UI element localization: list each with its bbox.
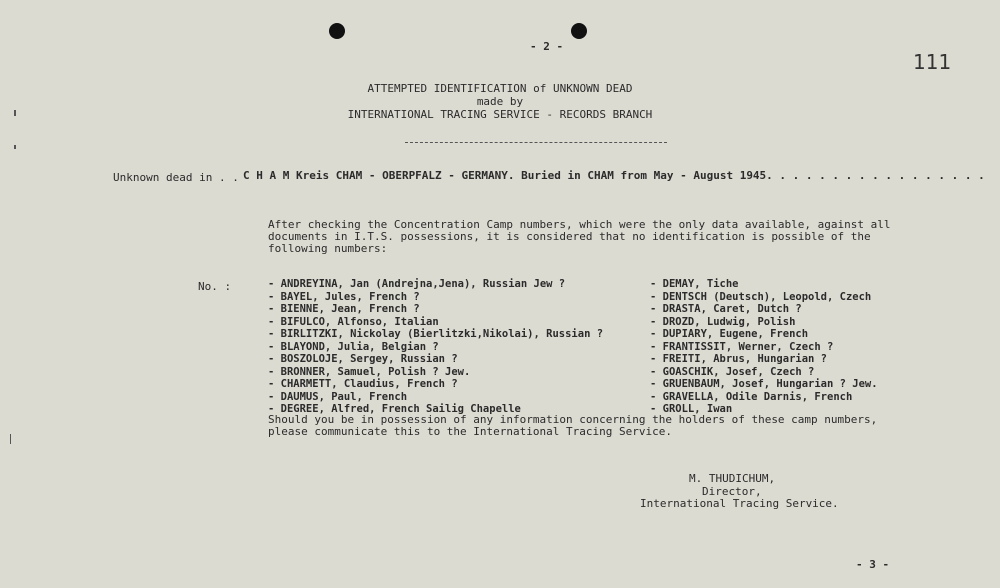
list-item: - FRANTISSIT, Werner, Czech ?	[650, 340, 834, 353]
footer-page-marker: - 3 -	[856, 558, 890, 571]
closing-line-1: Should you be in possession of any information concerning the holders of these camp numbers,	[268, 413, 878, 426]
list-item: - BIENNE, Jean, French ?	[268, 303, 420, 315]
top-page-marker: - 2 -	[530, 40, 564, 53]
list-item: - FREITI, Abrus, Hungarian ?	[650, 353, 828, 365]
title-line-3: INTERNATIONAL TRACING SERVICE - RECORDS BRANCH	[347, 108, 653, 121]
separator-rule	[405, 142, 667, 143]
list-item: - ANDREYINA, Jan (Andrejna,Jena), Russian Jew ?	[268, 278, 566, 290]
list-item: - DRASTA, Caret, Dutch ?	[650, 303, 802, 315]
list-item: - BAYEL, Jules, French ?	[268, 290, 420, 303]
list-item: - DEMAY, Tiche	[650, 278, 739, 290]
list-item: - GOASCHIK, Josef, Czech ?	[650, 365, 815, 378]
title-line-2: made by	[476, 95, 524, 108]
intro-line-3: following numbers:	[268, 242, 388, 255]
punch-hole-left	[329, 23, 345, 39]
signature-name: M. THUDICHUM,	[689, 472, 776, 485]
list-item: - CHARMETT, Claudius, French ?	[268, 378, 458, 390]
punch-hole-right	[571, 23, 587, 39]
title-line-1: ATTEMPTED IDENTIFICATION of UNKNOWN DEAD	[367, 82, 633, 95]
list-item: - GRUENBAUM, Josef, Hungarian ? Jew.	[650, 378, 878, 390]
signature-org: International Tracing Service.	[640, 497, 839, 510]
list-item: - GRAVELLA, Odile Darnis, French	[650, 390, 853, 403]
edge-mark	[14, 110, 16, 116]
numbers-label: No. :	[198, 280, 232, 293]
list-item: - BLAYOND, Julia, Belgian ?	[268, 340, 439, 353]
names-list-right	[650, 278, 878, 416]
list-item: - BIRLITZKI, Nickolay (Bierlitzki,Nikolai), Russian ?	[268, 328, 604, 340]
list-item: - GROLL, Iwan	[650, 403, 733, 415]
list-item: - DROZD, Ludwig, Polish	[650, 315, 796, 328]
list-item: - BIFULCO, Alfonso, Italian	[268, 315, 439, 328]
list-item: - DEGREE, Alfred, French Sailig Chapelle	[268, 403, 521, 415]
unknown-dead-label: Unknown dead in . .	[113, 171, 239, 184]
intro-line-2: documents in I.T.S. possessions, it is considered that no identification is possible of the	[268, 230, 871, 243]
edge-mark	[14, 145, 16, 149]
list-item: - DENTSCH (Deutsch), Leopold, Czech	[650, 290, 872, 303]
signature-title: Director,	[702, 485, 762, 498]
page-number: 111	[913, 50, 952, 74]
list-item: - DUPIARY, Eugene, French	[650, 328, 809, 340]
edge-mark	[10, 434, 11, 444]
closing-line-2: please communicate this to the International Tracing Service.	[268, 425, 672, 438]
list-item: - DAUMUS, Paul, French	[268, 390, 408, 403]
unknown-dead-value: C H A M Kreis CHAM - OBERPFALZ - GERMANY. Buried in CHAM from May - August 1945. . . . . . . . . . . . . . . . .	[243, 169, 985, 182]
list-item: - BRONNER, Samuel, Polish ? Jew.	[268, 365, 471, 378]
list-item: - BOSZOLOJE, Sergey, Russian ?	[268, 353, 458, 365]
intro-line-1: After checking the Concentration Camp numbers, which were the only data available, against all	[268, 218, 891, 231]
names-list-left	[268, 278, 603, 416]
